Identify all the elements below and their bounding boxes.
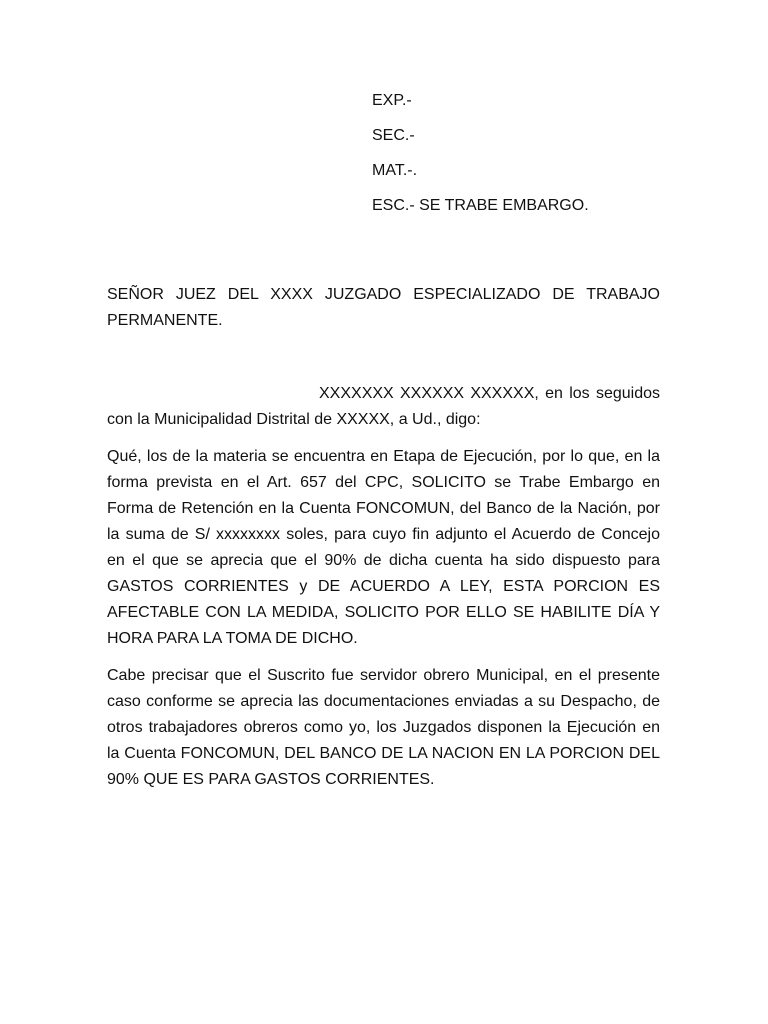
document-body [107,282,660,793]
intro-paragraph: XXXXXXX XXXXXX XXXXXX, en los seguidos con la Municipalidad Distrital de XXXXX, a Ud., digo: [107,385,660,428]
salutation: SEÑOR JUEZ DEL XXXX JUZGADO ESPECIALIZADO DE TRABAJO PERMANENTE. [107,286,660,329]
request-paragraph: Qué, los de la materia se encuentra en Etapa de Ejecución, por lo que, en la forma prevista en el Art. 657 del CPC, SOLICITO se Trabe Embargo en Forma de Retención en la Cuenta FONCOMUN, del Banco de la Nación, por la suma de S/ xxxxxxxx soles, para cuyo fin adjunto el Acuerdo de Concejo en el que se aprecia que el 90% de dicha cuenta ha sido dispuesto para GASTOS CORRIENTES y DE ACUERDO A LEY, ESTA PORCION ES AFECTABLE CON LA MEDIDA, SOLICITO POR ELLO SE HABILITE DÍA Y HORA PARA LA TOMA DE DICHO. [107,448,660,647]
materia-line: MAT.-. [372,162,418,179]
escrito-line: ESC.- SE TRABE EMBARGO. [372,197,589,214]
secretario-line: SEC.- [372,127,415,144]
case-header [372,91,732,231]
expediente-line: EXP.- [372,92,412,109]
justification-paragraph: Cabe precisar que el Suscrito fue servidor obrero Municipal, en el presente caso conforme se aprecia las documentaciones enviadas a su Despacho, de otros trabajadores obreros como yo, los Juzgados disponen la Ejecución en la Cuenta FONCOMUN, DEL BANCO DE LA NACION EN LA PORCION DEL 90% QUE ES PARA GASTOS CORRIENTES. [107,667,660,788]
